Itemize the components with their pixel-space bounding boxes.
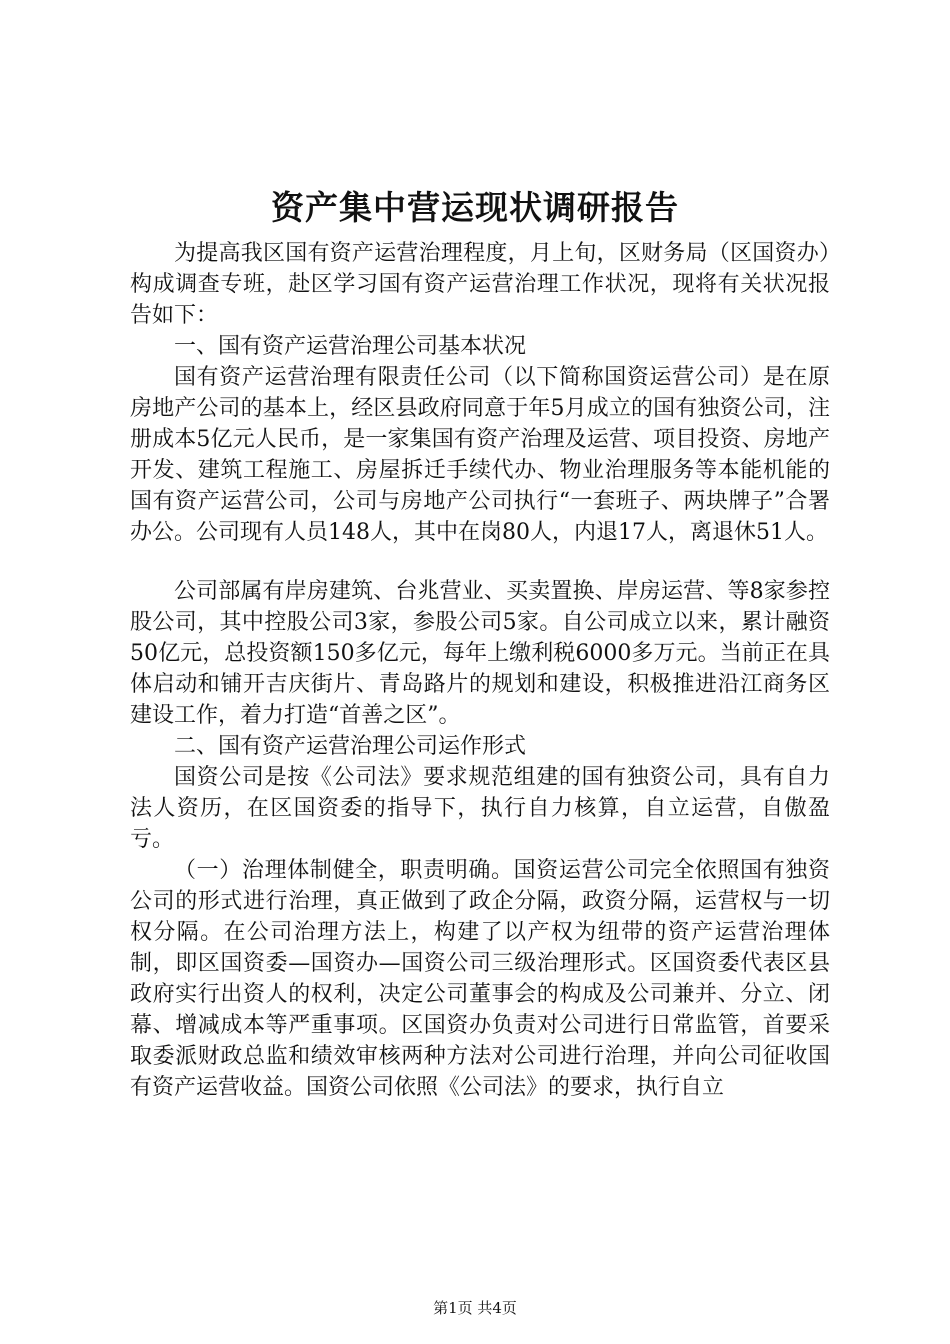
page-footer: 第1页 共4页 (433, 1299, 517, 1317)
body-paragraph: 国资公司是按《公司法》要求规范组建的国有独资公司，具有自力法人资历，在区国资委的指导下，执行自力核算，自立运营，自傲盈亏。 (130, 765, 830, 852)
section-heading-1: 一、国有资产运营治理公司基本状况 (174, 334, 527, 359)
section-heading-2: 二、国有资产运营治理公司运作形式 (174, 734, 527, 759)
document-title: 资产集中营运现状调研报告 (271, 188, 679, 227)
body-paragraph: （一）治理体制健全，职责明确。国资运营公司完全依照国有独资公司的形式进行治理，真正做到了政企分隔，政资分隔，运营权与一切权分隔。在公司治理方法上，构建了以产权为纽带的资产运营治理体制，即区国资委—国资办—国资公司三级治理形式。区国资委代表区县政府实行出资人的权利，决定公司董事会的构成及公司兼并、分立、闭幕、增减成本等严重事项。区国资办负责对公司进行日常监管，首要采取委派财政总监和绩效审核两种方法对公司进行治理，并向公司征收国有资产运营收益。国资公司依照《公司法》的要求，执行自立 (130, 858, 830, 1100)
body-paragraph: 国有资产运营治理有限责任公司（以下简称国资运营公司）是在原房地产公司的基本上，经区县政府同意于年5月成立的国有独资公司，注册成本5亿元人民币，是一家集国有资产治理及运营、项目投资、房地产开发、建筑工程施工、房屋拆迁手续代办、物业治理服务等本能机能的国有资产运营公司，公司与房地产公司执行“一套班子、两块牌子”合署办公。公司现有人员148人，其中在岗80人，内退17人，离退休51人。 (130, 365, 830, 545)
body-paragraph: 公司部属有岸房建筑、台兆营业、买卖置换、岸房运营、等8家参控股公司，其中控股公司3家，参股公司5家。自公司成立以来，累计融资50亿元，总投资额150多亿元，每年上缴利税6000多万元。当前正在具体启动和铺开吉庆街片、青岛路片的规划和建设，积极推进沿江商务区建设工作，着力打造“首善之区”。 (130, 579, 830, 728)
document-body (130, 238, 830, 1103)
intro-paragraph: 为提高我区国有资产运营治理程度，月上旬，区财务局（区国资办）构成调查专班，赴区学习国有资产运营治理工作状况，现将有关状况报告如下： (130, 241, 830, 328)
